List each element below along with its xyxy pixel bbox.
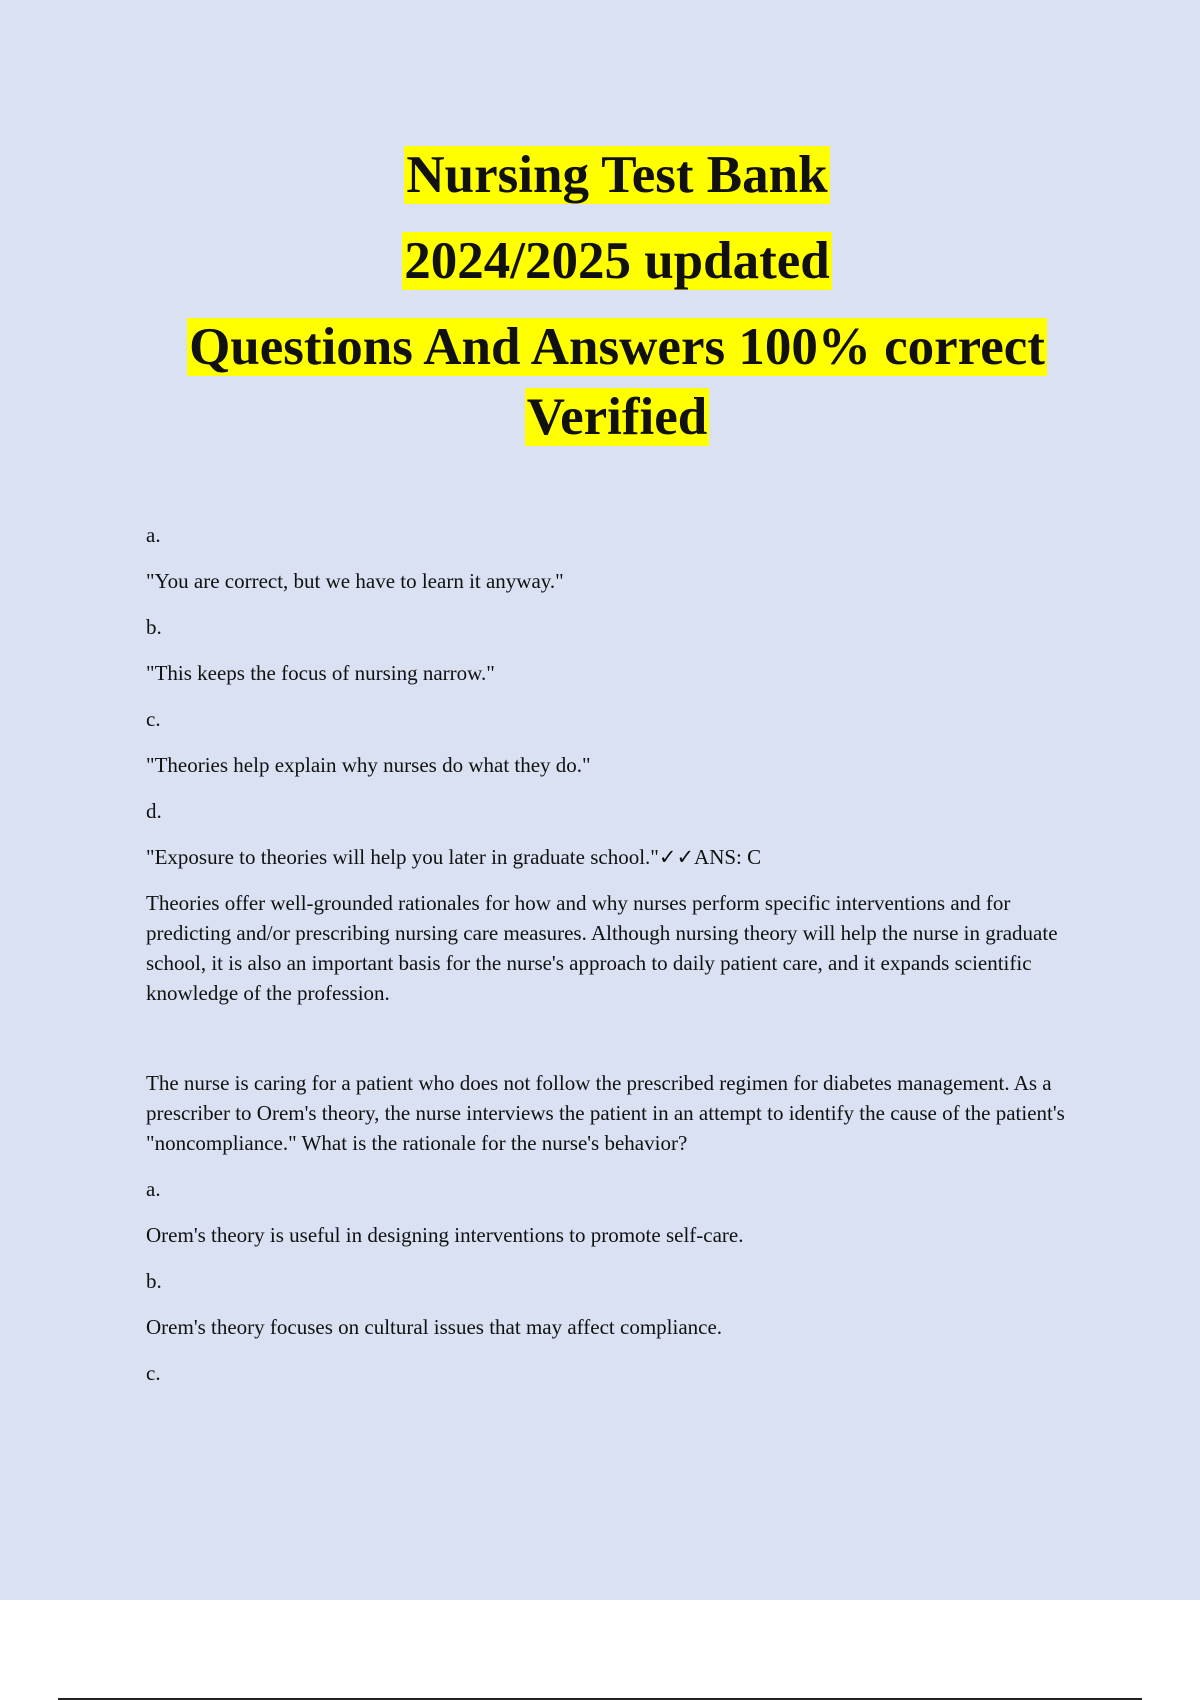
title-line-2: 2024/2025 updated: [404, 232, 830, 290]
q2-option-label-b: b.: [146, 1269, 162, 1293]
q2-option-label-c: c.: [146, 1361, 161, 1385]
document-title: [0, 140, 1200, 468]
option-label-b: b.: [146, 615, 162, 639]
option-label-d: d.: [146, 799, 162, 823]
option-text-a: "You are correct, but we have to learn it anyway.": [146, 569, 564, 593]
document-body: [146, 520, 1086, 1404]
question-text: The nurse is caring for a patient who does not follow the prescribed regimen for diabetes management. As a prescriber to Orem's theory, the nurse interviews the patient in an attempt to identify the cause of the patient's "noncompliance." What is the rationale for the nurse's behavior?: [146, 1071, 1065, 1155]
q2-option-label-a: a.: [146, 1177, 161, 1201]
title-line-4: Verified: [526, 388, 708, 446]
spacer: [146, 1024, 1086, 1068]
option-text-d-answer: "Exposure to theories will help you later in graduate school."✓✓ANS: C: [146, 845, 762, 869]
option-label-c: c.: [146, 707, 161, 731]
option-text-b: "This keeps the focus of nursing narrow.": [146, 661, 495, 685]
option-label-a: a.: [146, 523, 161, 547]
answer-rationale: Theories offer well-grounded rationales for how and why nurses perform specific interventions and for predicting and/or prescribing nursing care measures. Although nursing theory will help the nurse in graduate school, it is also an important basis for the nurse's approach to daily patient care, and it expands scientific knowledge of the profession.: [146, 891, 1058, 1005]
option-text-c: "Theories help explain why nurses do what they do.": [146, 753, 591, 777]
q2-option-text-b: Orem's theory focuses on cultural issues that may affect compliance.: [146, 1315, 723, 1339]
title-line-3: Questions And Answers 100% correct: [189, 318, 1045, 376]
q2-option-text-a: Orem's theory is useful in designing interventions to promote self-care.: [146, 1223, 744, 1247]
title-line-1: Nursing Test Bank: [406, 146, 828, 204]
